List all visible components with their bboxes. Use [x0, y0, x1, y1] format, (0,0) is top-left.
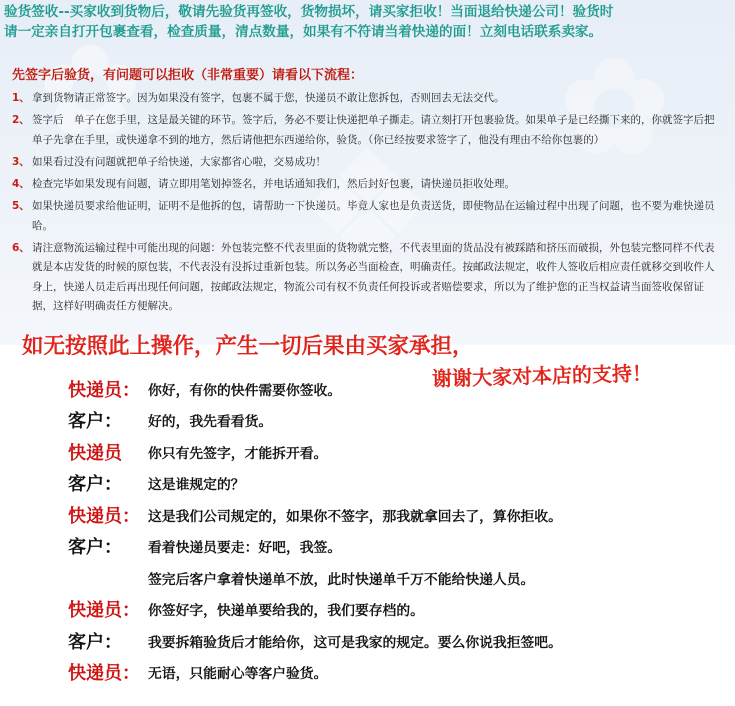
dialog-text: 你只有先签字，才能拆开看。 [148, 445, 328, 462]
dialog-text: 你好，有你的快件需要你签收。 [148, 382, 342, 399]
dialog-text: 这是我们公司规定的，如果你不签字，那我就拿回去了，算你拒收。 [148, 508, 562, 525]
dialog-text: 我要拆箱验货后才能给你，这可是我家的规定。要么你说我拒签吧。 [148, 634, 562, 651]
step-number: 3、 [12, 155, 30, 168]
banner-line-2: 请一定亲自打开包裹查看，检查质量，清点数量，如果有不符请当着快递的面！立刻电话联系卖家。 [4, 24, 603, 40]
courier-label: 快递员： [68, 600, 140, 621]
watermark-shape: ✿ [560, 30, 669, 183]
banner-line-1: 验货签收--买家收到货物后，敬请先验货再签收，货物损坏，请买家拒收！当面退给快递公司！验货时 [4, 4, 614, 20]
dialog-text: 看着快递员要走：好吧，我签。 [148, 540, 342, 557]
step-text: 签字后 单子在您手里，这是最关键的环节。签字后，务必不要让快递把单子撕走。请立刻打开包裹验货。如果单子是已经撕下来的，你就签字后把单子先拿在手里，或快递拿不到的地方，然后请他把东西递给你，验货。（你已经按要求签字了，他没有理由不给你包裹的） [32, 114, 715, 146]
dialog-line [68, 373, 728, 405]
dialog-line [68, 531, 728, 563]
dialog-line [68, 499, 728, 531]
procedure-step [12, 89, 722, 108]
courier-label: 快递员： [68, 505, 140, 526]
procedure-step [12, 153, 722, 172]
thanks-text: 谢谢大家对本店的支持！ [431, 361, 653, 391]
watermark-shape: ✿ [40, 20, 141, 161]
customer-label: 客户： [68, 537, 122, 558]
courier-label: 快递员： [68, 379, 140, 400]
procedure-steps [12, 89, 722, 319]
dialog-example [68, 373, 728, 688]
procedure-heading: 先签字后验货，有问题可以拒收（非常重要）请看以下流程： [12, 68, 364, 83]
procedure-step [12, 239, 722, 316]
customer-label: 客户： [68, 411, 122, 432]
watermark-shape: ❖ [300, 120, 435, 296]
customer-label: 客户： [68, 474, 122, 495]
dialog-text: 你签好字，快递单要给我的，我们要存档的。 [148, 603, 424, 620]
step-text: 如果看过没有问题就把单子给快递，大家都省心啦，交易成功！ [32, 155, 326, 168]
dialog-line [68, 594, 728, 626]
dialog-line [68, 562, 728, 594]
dialog-line [68, 436, 728, 468]
step-number: 6、 [12, 242, 30, 255]
step-text: 检查完毕如果发现有问题，请立即用笔划掉签名，并电话通知我们，然后封好包裹，请快递员拒收处理。 [32, 178, 515, 191]
notice-banner [4, 2, 729, 42]
dialog-text: 好的，我先看看货。 [148, 414, 273, 431]
step-text: 拿到货物请正常签字。因为如果没有签字，包裹不属于您，快递员不敢让您拆包，否则回去无法交代。 [32, 92, 505, 104]
dialog-text: 无语，只能耐心等客户验货。 [148, 666, 328, 683]
step-number: 4、 [12, 178, 30, 191]
instructions-panel [0, 0, 735, 345]
step-number: 5、 [12, 200, 30, 213]
dialog-text: 这是谁规定的？ [148, 477, 245, 494]
dialog-line [68, 468, 728, 500]
step-number: 2、 [12, 114, 30, 127]
dialog-note: 签完后客户拿着快递单不放，此时快递单千万不能给快递人员。 [148, 571, 535, 588]
procedure-step [12, 111, 722, 150]
dialog-line [68, 657, 728, 689]
dialog-line [68, 625, 728, 657]
warning-text: 如无按照此上操作，产生一切后果由买家承担， [22, 334, 474, 359]
dialog-line [68, 405, 728, 437]
procedure-step [12, 197, 722, 236]
customer-label: 客户： [68, 631, 122, 652]
courier-label: 快递员： [68, 663, 140, 684]
step-text: 如果快递员要求给他证明，证明不是他拆的包，请帮助一下快递员。毕竟人家也是负责送货，即使物品在运输过程中出现了问题，也不要为难快递员哈。 [32, 200, 715, 232]
step-text: 请注意物流运输过程中可能出现的问题：外包装完整不代表里面的货物就完整，不代表里面的货品没有被踩踏和挤压而破损，外包装完整同样不代表就是本店发货的时候的原包装，不代表没有没拆过重新包装。所以务必当面检查，明确责任。按邮政法规定，收件人签收后相应责任就移交到收件人身上，快递人员走后再出现任何问题，按邮政法规定，物流公司有权不负责任何投诉或者赔偿要求，所以为了维护您的正当权益请当面签收保留证据，这样好明确责任方便解决。 [32, 242, 715, 312]
procedure-step [12, 175, 722, 194]
courier-label: 快递员 [68, 442, 122, 463]
step-number: 1、 [12, 92, 30, 104]
